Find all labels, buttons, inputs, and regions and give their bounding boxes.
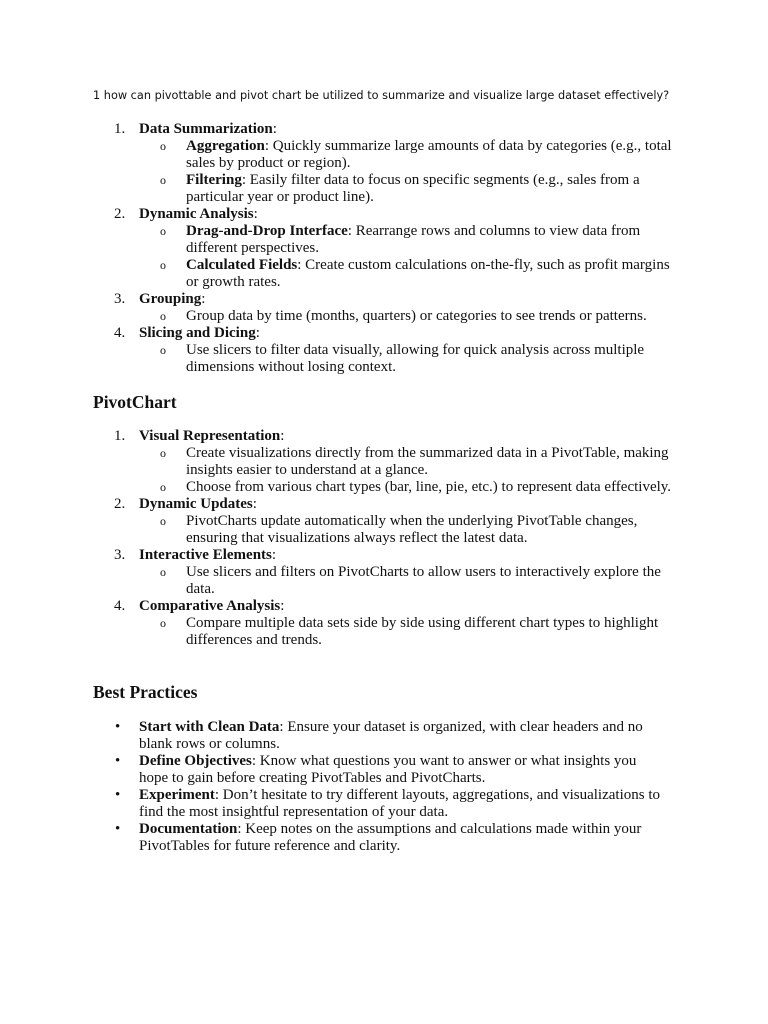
- item-number: 1.: [114, 428, 126, 444]
- item-number: 4.: [114, 325, 126, 341]
- section-heading-best-practices: Best Practices: [93, 682, 198, 702]
- list-item: 3. Interactive Elements: o Use slicers and filters on PivotCharts to allow users to interactively explore the data.: [0, 547, 768, 598]
- item-text: : Know what questions you want to answer or what insights you hope to gain before creating PivotTables and PivotCharts.: [139, 753, 637, 786]
- circle-bullet-icon: o: [160, 309, 166, 323]
- sub-item: [0, 445, 768, 479]
- item-number: 4.: [114, 598, 126, 614]
- item-title: Visual Representation: [139, 428, 281, 444]
- circle-bullet-icon: o: [160, 480, 166, 494]
- circle-bullet-icon: o: [160, 446, 166, 460]
- sub-item-text: : Rearrange rows and columns to view data from different perspectives.: [186, 223, 641, 256]
- list-item: 1. Data Summarization: o Aggregation: Quickly summarize large amounts of data by categories (e.g., total sales by product or region). o Filtering: Easily filter data to focus on specific segments (e.g., sales from a particular year or product line).: [0, 121, 768, 206]
- sub-item-text: Use slicers to filter data visually, allowing for quick analysis across multiple dimensions without losing context.: [186, 342, 645, 375]
- item-label: Start with Clean Data: [139, 719, 280, 735]
- sub-item-text: Compare multiple data sets side by side using different chart types to highlight differences and trends.: [186, 615, 659, 648]
- circle-bullet-icon: o: [160, 173, 166, 187]
- list-item: [0, 821, 768, 855]
- item-title: Grouping: [139, 291, 202, 307]
- bullet-icon: •: [115, 787, 121, 803]
- list-item: 2. Dynamic Analysis: o Drag-and-Drop Interface: Rearrange rows and columns to view data from different perspectives. o Calculated Fields: Create custom calculations on-the-fly, such as profit margins or growth rates.: [0, 206, 768, 291]
- item-label: Define Objectives: [139, 753, 252, 769]
- sub-item-text: Group data by time (months, quarters) or categories to see trends or patterns.: [186, 308, 647, 324]
- item-label: Documentation: [139, 821, 238, 837]
- sub-item: [0, 564, 768, 598]
- sub-item-text: : Easily filter data to focus on specific segments (e.g., sales from a particular year or product line).: [186, 172, 640, 205]
- sub-item-label: Drag-and-Drop Interface: [186, 223, 348, 239]
- item-text: : Keep notes on the assumptions and calculations made within your PivotTables for future reference and clarity.: [139, 821, 642, 854]
- item-label: Experiment: [139, 787, 215, 803]
- item-number: 2.: [114, 496, 126, 512]
- sub-item-text: Use slicers and filters on PivotCharts to allow users to interactively explore the data.: [186, 564, 661, 597]
- circle-bullet-icon: o: [160, 565, 166, 579]
- sub-item-text: Choose from various chart types (bar, line, pie, etc.) to represent data effectively.: [186, 479, 672, 495]
- item-number: 1.: [114, 121, 126, 137]
- item-title: Slicing and Dicing: [139, 325, 256, 341]
- item-title: Dynamic Updates: [139, 496, 253, 512]
- question-text: 1 how can pivottable and pivot chart be utilized to summarize and visualize large dataset effectively?: [93, 89, 670, 102]
- summary-list: [0, 121, 768, 376]
- section-heading-pivotchart: PivotChart: [93, 392, 177, 412]
- circle-bullet-icon: o: [160, 514, 166, 528]
- sub-item-label: Calculated Fields: [186, 257, 298, 273]
- circle-bullet-icon: o: [160, 343, 166, 357]
- sub-item: [0, 615, 768, 649]
- best-practices-list: [0, 719, 768, 855]
- item-title: Comparative Analysis: [139, 598, 281, 614]
- list-item: [0, 719, 768, 753]
- circle-bullet-icon: o: [160, 258, 166, 272]
- item-text: : Ensure your dataset is organized, with clear headers and no blank rows or columns.: [139, 719, 643, 752]
- list-item: 3. Grouping: o Group data by time (months, quarters) or categories to see trends or patterns.: [0, 291, 768, 325]
- list-item: 4. Comparative Analysis: o Compare multiple data sets side by side using different chart types to highlight differences and trends.: [0, 598, 768, 649]
- sub-item: [0, 479, 768, 496]
- list-item: 4. Slicing and Dicing: o Use slicers to filter data visually, allowing for quick analysis across multiple dimensions without losing context.: [0, 325, 768, 376]
- bullet-icon: •: [115, 753, 121, 769]
- sub-item: [0, 223, 768, 257]
- sub-item-label: Aggregation: [186, 138, 265, 154]
- sub-item: [0, 172, 768, 206]
- list-item: [0, 753, 768, 787]
- sub-item: [0, 257, 768, 291]
- item-title: Data Summarization: [139, 121, 273, 137]
- item-number: 2.: [114, 206, 126, 222]
- list-item: 2. Dynamic Updates: o PivotCharts update automatically when the underlying PivotTable changes, ensuring that visualizations always reflect the latest data.: [0, 496, 768, 547]
- list-item: 1. Visual Representation: o Create visualizations directly from the summarized data in a PivotTable, making insights easier to understand at a glance. o Choose from various chart types (bar, line, pie, etc.) to represent data effectively.: [0, 428, 768, 496]
- sub-item: [0, 138, 768, 172]
- item-text: : Don’t hesitate to try different layouts, aggregations, and visualizations to find the most insightful representation of your data.: [139, 787, 661, 820]
- sub-item-text: : Quickly summarize large amounts of data by categories (e.g., total sales by product or region).: [186, 138, 672, 171]
- bullet-icon: •: [115, 821, 121, 837]
- item-number: 3.: [114, 291, 126, 307]
- sub-item-text: Create visualizations directly from the summarized data in a PivotTable, making insights easier to understand at a glance.: [186, 445, 669, 478]
- sub-item-label: Filtering: [186, 172, 242, 188]
- sub-item: [0, 342, 768, 376]
- item-title: Dynamic Analysis: [139, 206, 254, 222]
- sub-item: [0, 308, 768, 325]
- circle-bullet-icon: o: [160, 616, 166, 630]
- circle-bullet-icon: o: [160, 224, 166, 238]
- circle-bullet-icon: o: [160, 139, 166, 153]
- bullet-icon: •: [115, 719, 121, 735]
- pivotchart-list: [0, 428, 768, 649]
- sub-item-text: : Create custom calculations on-the-fly, such as profit margins or growth rates.: [186, 257, 670, 290]
- sub-item-text: PivotCharts update automatically when the underlying PivotTable changes, ensuring that visualizations always reflect the latest data.: [186, 513, 638, 546]
- sub-item: [0, 513, 768, 547]
- item-number: 3.: [114, 547, 126, 563]
- list-item: [0, 787, 768, 821]
- item-title: Interactive Elements: [139, 547, 272, 563]
